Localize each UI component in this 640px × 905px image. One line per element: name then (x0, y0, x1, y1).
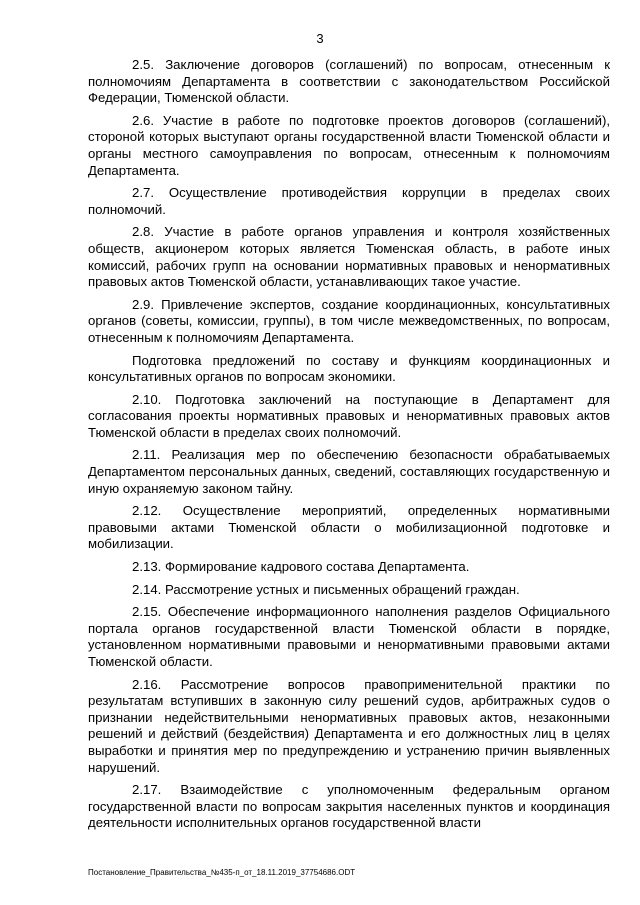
paragraph-2-17: 2.17. Взаимодействие с уполномоченным федеральным органом государственной власти по вопросам закрытия населенных пунктов и координация деятельности исполнительных органов государственной власти (88, 782, 610, 831)
paragraph-2-5: 2.5. Заключение договоров (соглашений) по вопросам, отнесенным к полномочиям Департамента в соответствии с законодательством Российской Федерации, Тюменской области. (88, 57, 610, 106)
paragraph-2-10: 2.10. Подготовка заключений на поступающие в Департамент для согласования проекты нормативных правовых и ненормативных правовых актов Тюменской области в пределах своих полномочий. (88, 391, 610, 440)
paragraph-2-7: 2.7. Осуществление противодействия коррупции в пределах своих полномочий. (88, 185, 610, 217)
paragraph-2-11: 2.11. Реализация мер по обеспечению безопасности обрабатываемых Департаментом персональных данных, сведений, составляющих государственную и иную охраняемую законом тайну. (88, 447, 610, 496)
paragraph-2-9: 2.9. Привлечение экспертов, создание координационных, консультативных органов (советы, комиссии, группы), в том числе межведомственных, по вопросам, отнесенным к полномочиям Департамента. (88, 296, 610, 345)
paragraph-2-15: 2.15. Обеспечение информационного наполнения разделов Официального портала органов государственной власти Тюменской области в порядке, установленном нормативными правовыми и ненормативными правовыми актами Тюменской области. (88, 604, 610, 669)
paragraph-2-9-continued: Подготовка предложений по составу и функциям координационных и консультативных органов по вопросам экономики. (88, 352, 610, 385)
document-body (88, 57, 610, 838)
document-footer: Постановление_Правительства_№435-п_от_18.11.2019_37754686.ODT (88, 868, 356, 877)
paragraph-2-13: 2.13. Формирование кадрового состава Департамента. (132, 559, 470, 575)
page-number: 3 (316, 31, 324, 46)
paragraph-2-16: 2.16. Рассмотрение вопросов правоприменительной практики по результатам вступивших в законную силу решений судов, арбитражных судов о признании недействительными ненормативных правовых актов, незаконными решений и действий (бездействия) Департамента и его должностных лиц в целях выработки и принятия мер по предупреждению и устранению причин выявленных нарушений. (88, 676, 610, 775)
paragraph-2-8: 2.8. Участие в работе органов управления и контроля хозяйственных обществ, акционером которых является Тюменская область, в работе иных комиссий, рабочих групп на основании нормативных правовых и ненормативных правовых актов Тюменской области, устанавливающих такое участие. (88, 224, 610, 290)
paragraph-2-12: 2.12. Осуществление мероприятий, определенных нормативными правовыми актами Тюменской области о мобилизационной подготовке и мобилизации. (88, 503, 610, 552)
paragraph-2-14: 2.14. Рассмотрение устных и письменных обращений граждан. (132, 581, 520, 597)
paragraph-2-6: 2.6. Участие в работе по подготовке проектов договоров (соглашений), стороной которых выступают органы государственной власти Тюменской области и органы местного самоуправления по вопросам, отнесенным к полномочиям Департамента. (88, 112, 610, 178)
